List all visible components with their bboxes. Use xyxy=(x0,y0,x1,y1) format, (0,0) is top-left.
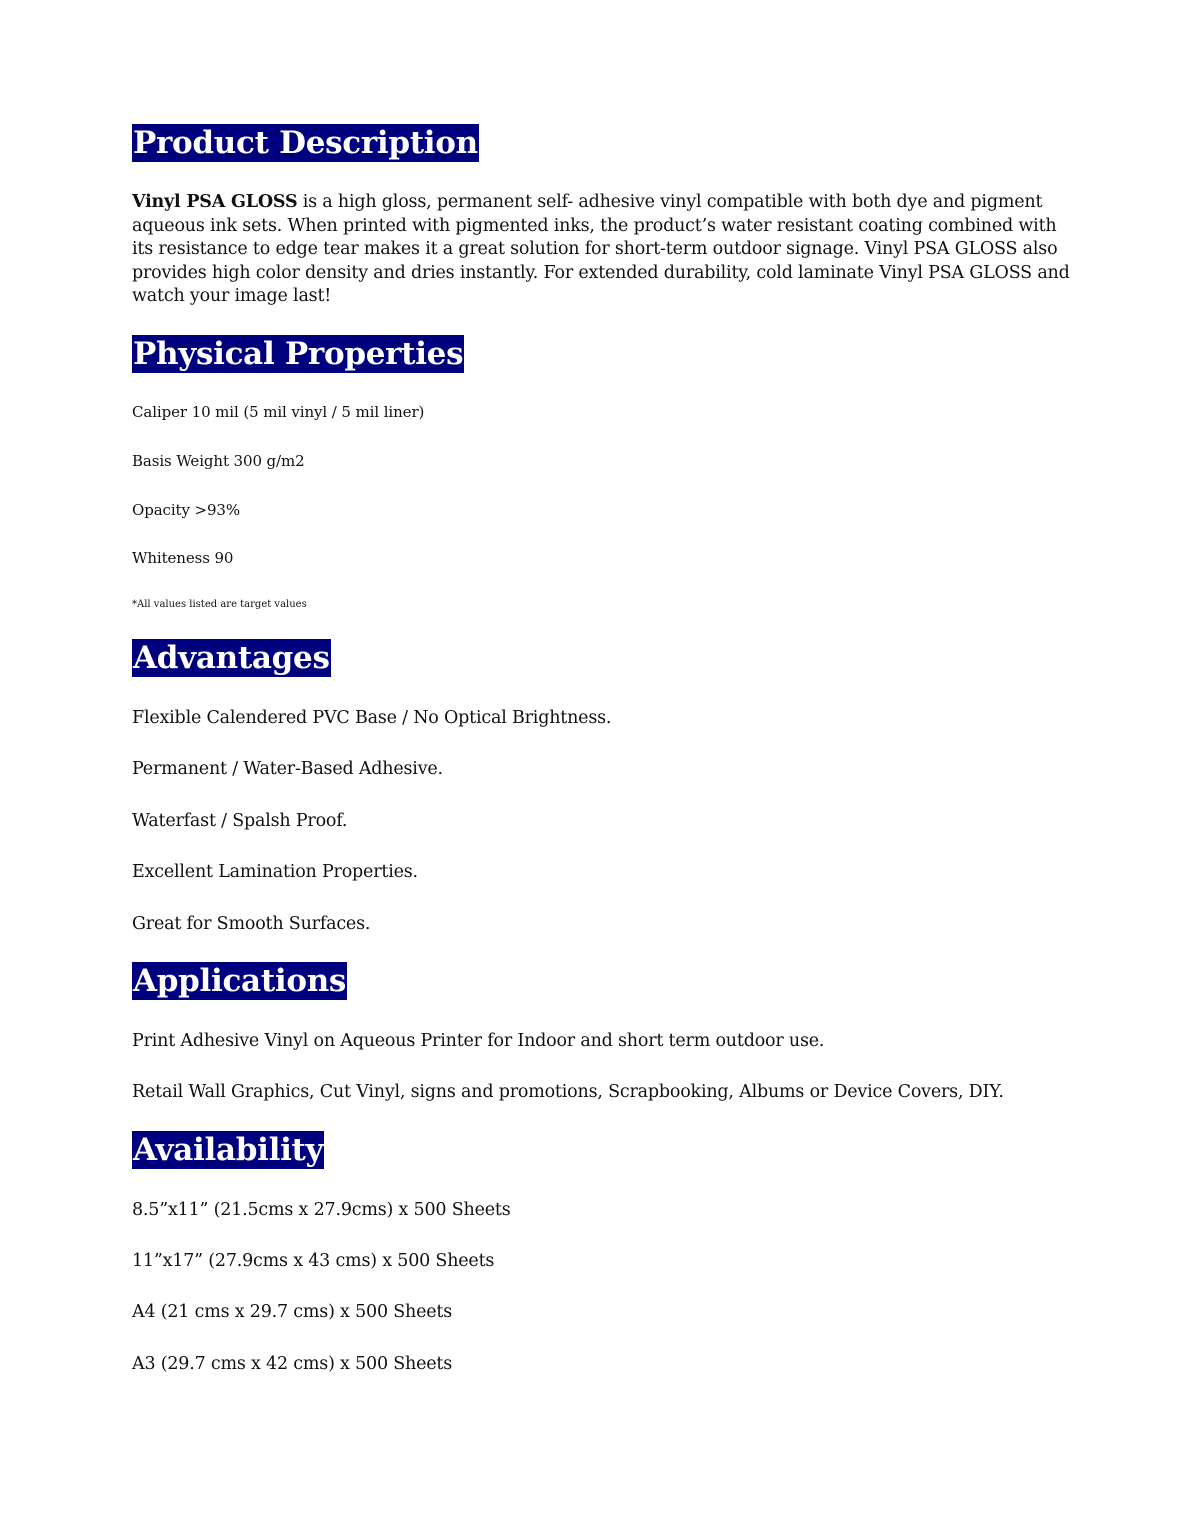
availability-item: A4 (21 cms x 29.7 cms) x 500 Sheets xyxy=(132,1302,453,1322)
target-values-note: *All values listed are target values xyxy=(132,599,307,610)
product-name: Vinyl PSA GLOSS xyxy=(132,192,298,212)
advantage-item: Great for Smooth Surfaces. xyxy=(132,914,371,934)
availability-item: 11”x17” (27.9cms x 43 cms) x 500 Sheets xyxy=(132,1251,495,1271)
document-page xyxy=(132,0,1072,1537)
property-opacity: Opacity >93% xyxy=(132,501,241,519)
heading-product-description: Product Description xyxy=(133,125,478,161)
advantage-item: Excellent Lamination Properties. xyxy=(132,862,418,882)
heading-availability: Availability xyxy=(133,1132,324,1168)
property-caliper: Caliper 10 mil (5 mil vinyl / 5 mil liner) xyxy=(132,403,425,421)
property-whiteness: Whiteness 90 xyxy=(132,549,234,567)
property-basis-weight: Basis Weight 300 g/m2 xyxy=(132,452,305,470)
advantage-item: Waterfast / Spalsh Proof. xyxy=(132,811,348,831)
availability-item: 8.5”x11” (21.5cms x 27.9cms) x 500 Sheets xyxy=(132,1200,511,1220)
application-item: Retail Wall Graphics, Cut Vinyl, signs and promotions, Scrapbooking, Albums or Device Covers, DIY. xyxy=(132,1082,1004,1102)
application-item: Print Adhesive Vinyl on Aqueous Printer for Indoor and short term outdoor use. xyxy=(132,1031,825,1051)
heading-advantages: Advantages xyxy=(133,640,330,676)
product-description-body: is a high gloss, permanent self- adhesive vinyl compatible with both dye and pigment aqueous ink sets. When printed with pigmented inks, the product’s water resistant coating combined with its resistance to edge tear makes it a great solution for short-term outdoor signage. Vinyl PSA GLOSS also provides high color density and dries instantly. For extended durability, cold laminate Vinyl PSA GLOSS and watch your image last! xyxy=(132,192,1070,307)
advantage-item: Flexible Calendered PVC Base / No Optical Brightness. xyxy=(132,708,612,728)
product-description-paragraph xyxy=(132,191,1072,309)
heading-physical-properties: Physical Properties xyxy=(133,336,464,372)
heading-applications: Applications xyxy=(133,963,347,999)
availability-item: A3 (29.7 cms x 42 cms) x 500 Sheets xyxy=(132,1354,453,1374)
advantage-item: Permanent / Water-Based Adhesive. xyxy=(132,759,443,779)
